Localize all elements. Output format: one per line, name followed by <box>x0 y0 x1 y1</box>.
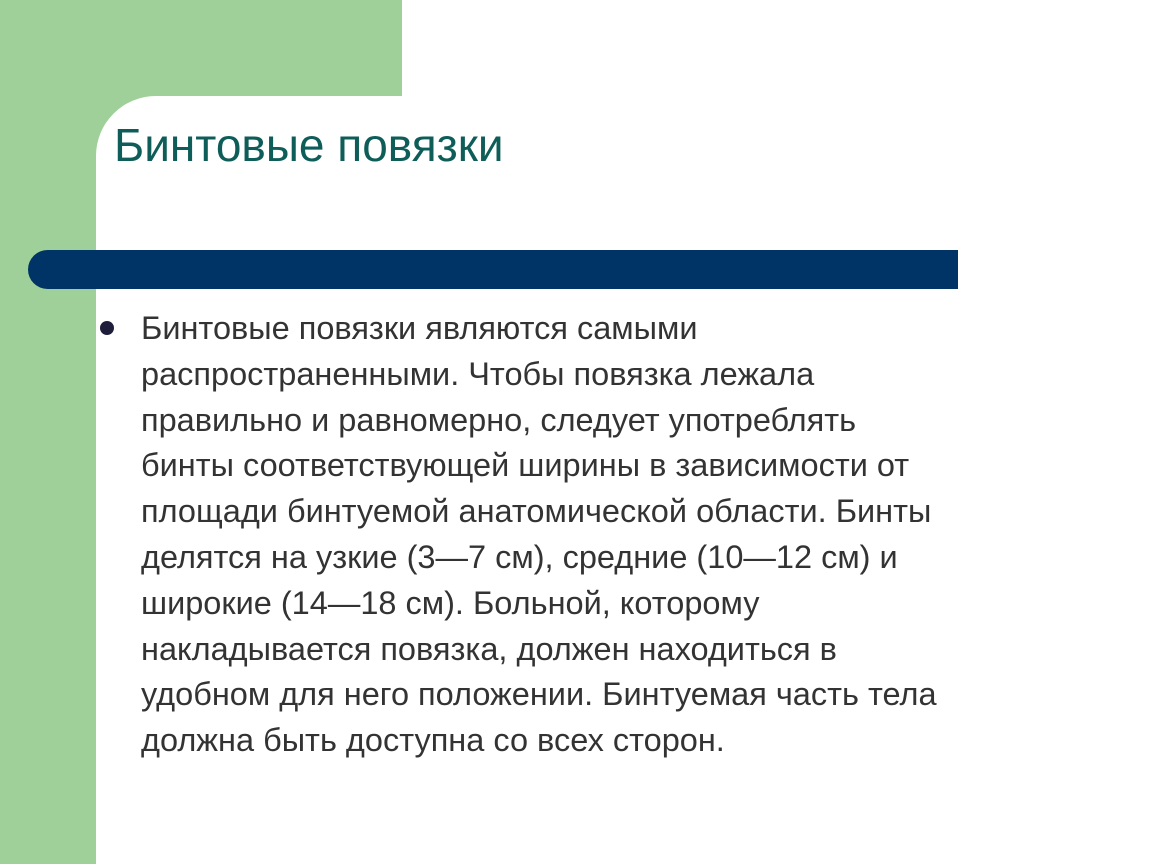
bullet-line: бинты соответствующей ширины в зависимости от <box>141 447 910 484</box>
bullet-line: накладывается повязка, должен находиться в <box>141 630 837 667</box>
bullet-line: площади бинтуемой анатомической области. Бинты <box>141 493 932 530</box>
bullet-dot-icon <box>100 321 114 335</box>
decorative-title-bar <box>28 250 958 289</box>
bullet-line: широкие (14—18 см). Больной, которому <box>141 584 760 621</box>
bullet-line: делятся на узкие (3—7 см), средние (10—12 см) и <box>141 538 898 575</box>
slide-body <box>96 306 1096 764</box>
slide-title: Бинтовые повязки <box>114 119 504 171</box>
bullet-text <box>141 306 1096 764</box>
bullet-item <box>96 306 1096 764</box>
bullet-line: правильно и равномерно, следует употреблять <box>141 401 857 438</box>
bullet-line: должна быть доступна со всех сторон. <box>141 722 725 759</box>
bullet-line: Бинтовые повязки являются самыми <box>141 310 698 346</box>
decorative-green-left-band <box>0 0 96 864</box>
bullet-line: удобном для него положении. Бинтуемая часть тела <box>141 676 937 713</box>
bullet-line: распространенными. Чтобы повязка лежала <box>141 355 815 392</box>
